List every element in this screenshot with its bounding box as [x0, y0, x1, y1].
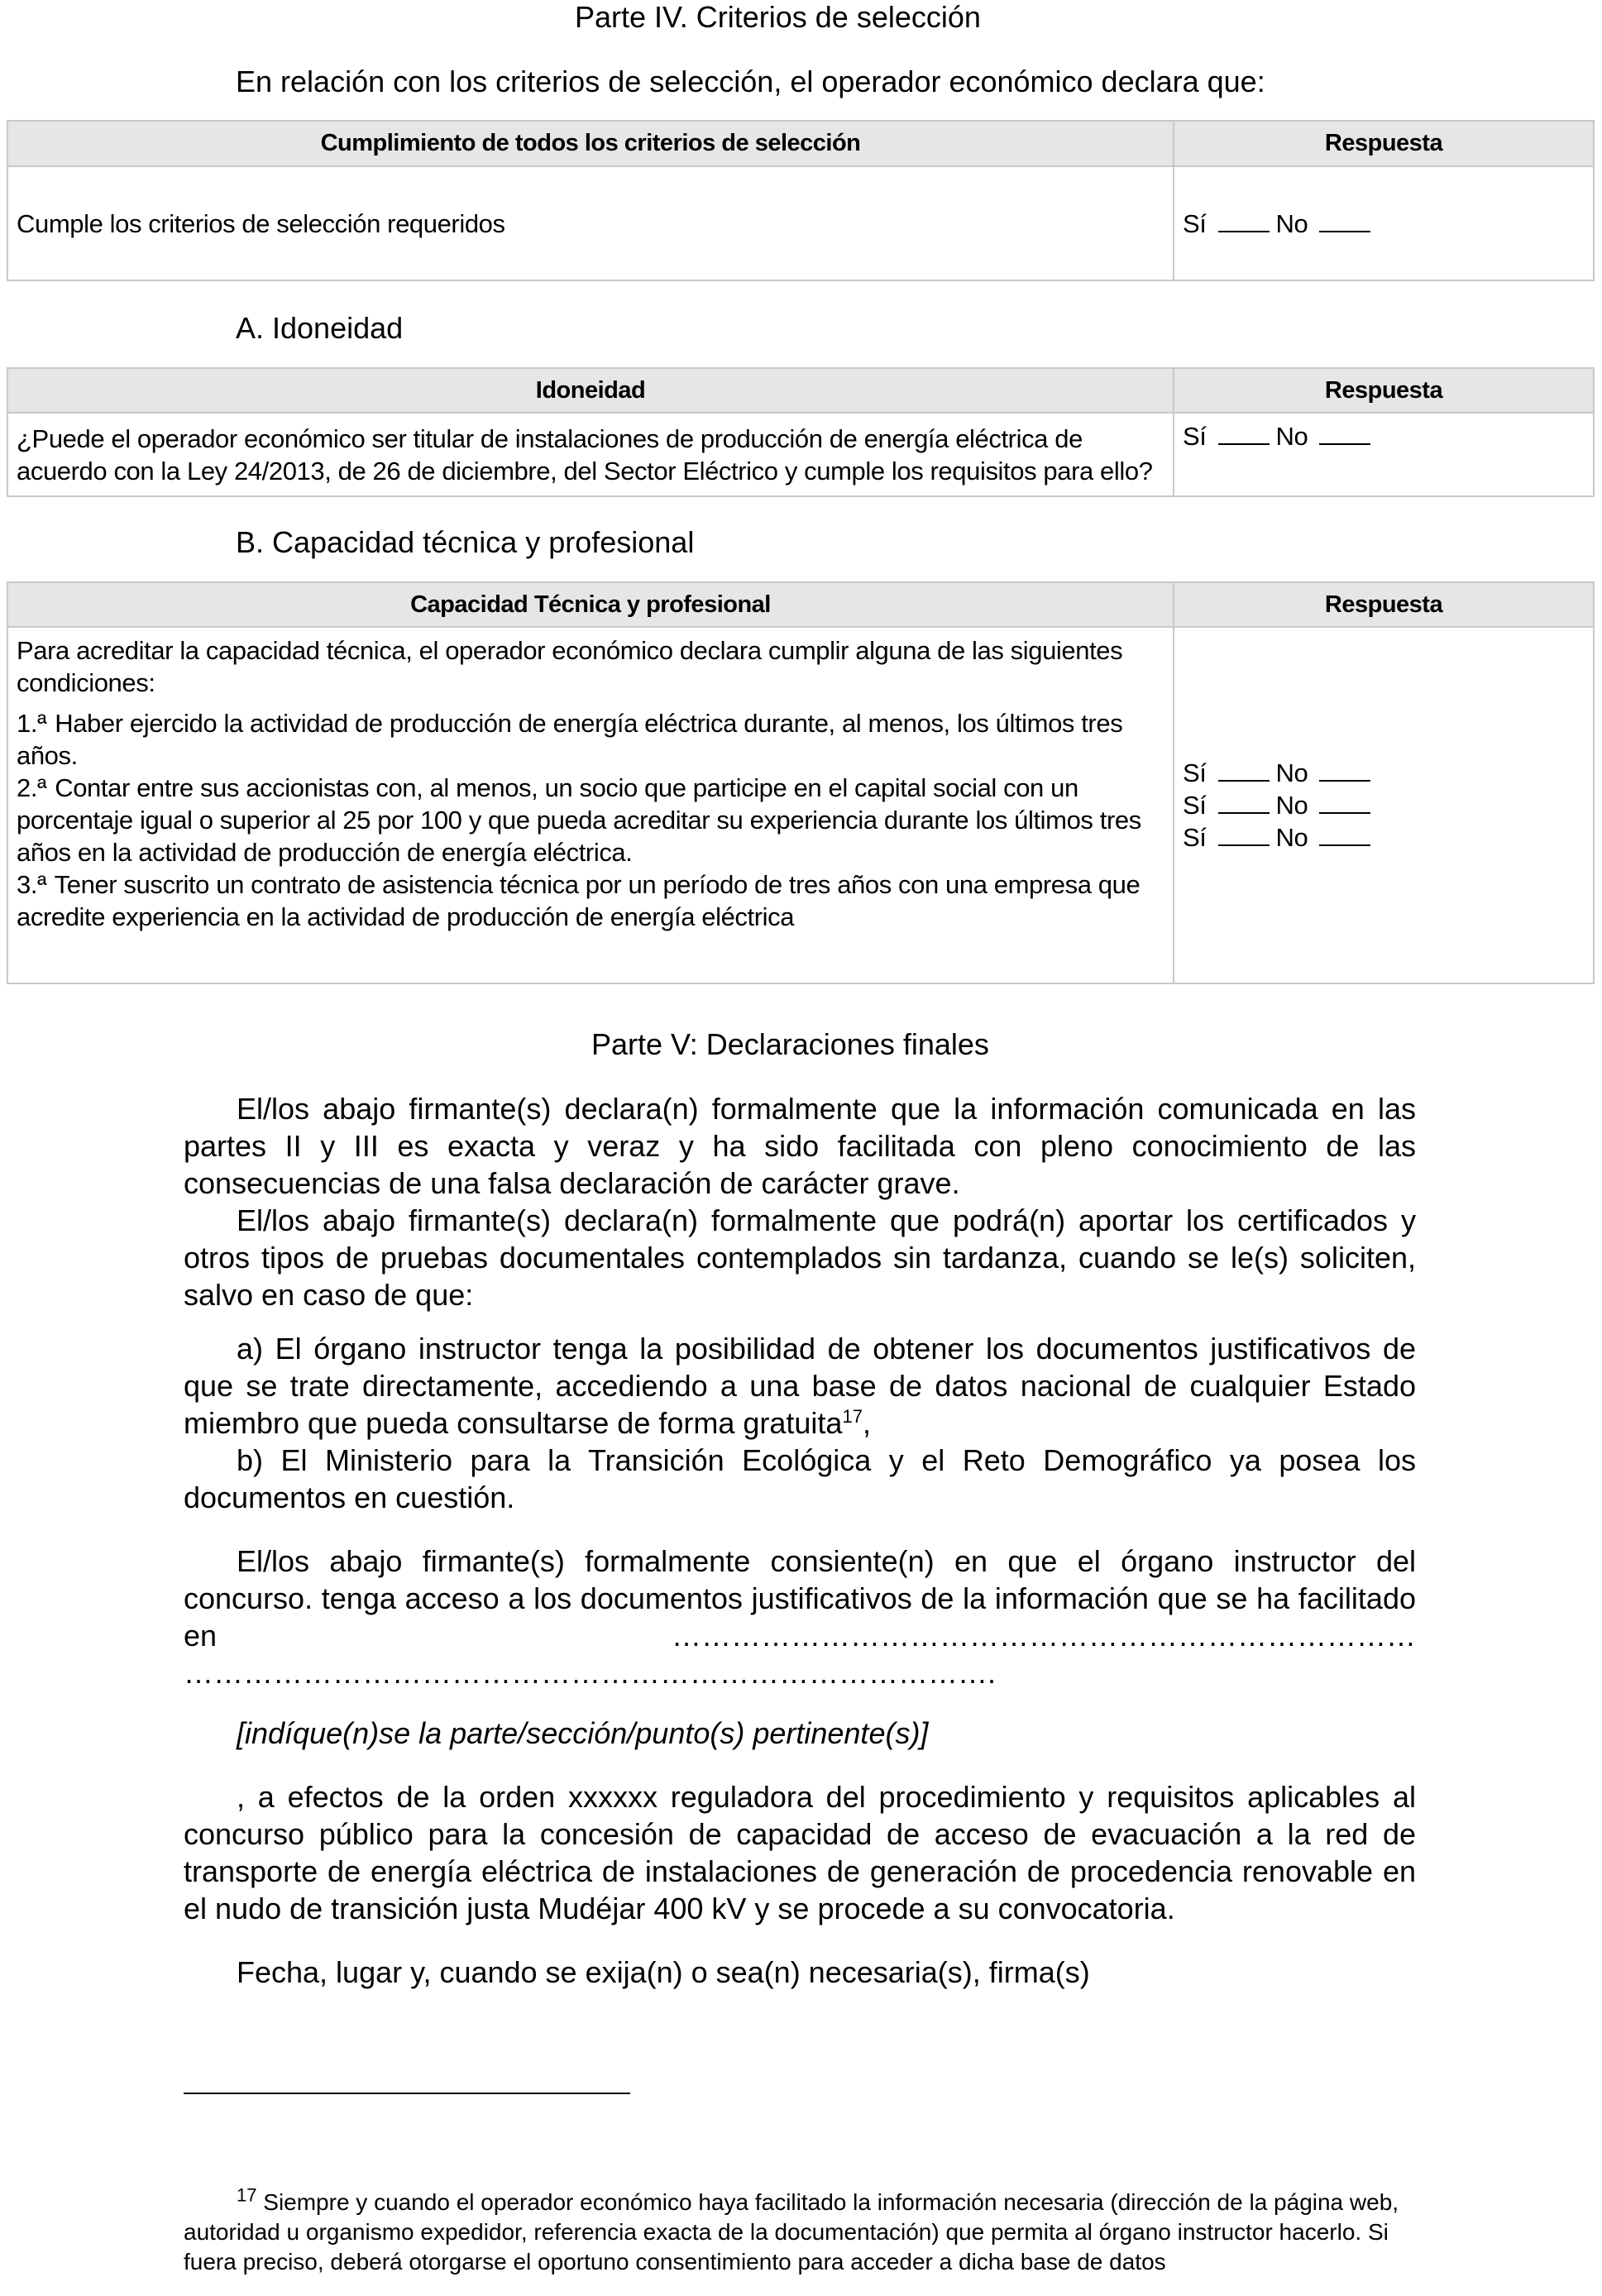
answer-3	[1183, 821, 1585, 854]
condition-2	[17, 772, 1164, 868]
yes-label: Sí	[1183, 823, 1207, 852]
condition-3	[17, 868, 1164, 933]
table1-header-left: Cumplimiento de todos los criterios de selección	[7, 121, 1174, 166]
part4-intro: En relación con los criterios de selección, el operador económico declara que:	[236, 65, 1265, 98]
exception-a-text: a) El órgano instructor tenga la posibilidad de obtener los documentos justificativos de que se trate directamente, accediendo a una base de datos nacional de cualquier Estado miembro que pueda consultarse de forma gratuita	[184, 1332, 1416, 1440]
exception-b: b) El Ministerio para la Transición Ecológica y el Reto Demográfico ya posea los documentos en cuestión.	[184, 1443, 1416, 1514]
yes-blank[interactable]	[1218, 208, 1270, 232]
selection-criteria-table	[7, 120, 1595, 281]
footnote-text: Siempre y cuando el operador económico haya facilitado la información necesaria (dirección de la página web, autoridad u organismo expedidor, referencia exacta de la documentación) que permita al órgano instructor hacerlo. Si fuera preciso, deberá otorgarse el oportuno consentimiento para acceder a dicha base de datos	[184, 2189, 1399, 2274]
no-blank[interactable]	[1319, 208, 1370, 232]
signature-line: Fecha, lugar y, cuando se exija(n) o sea(n) necesaria(s), firma(s)	[237, 1955, 1090, 1989]
idoneidad-table	[7, 367, 1595, 497]
part4-title: Parte IV. Criterios de selección	[575, 0, 981, 34]
part5-title: Parte V: Declaraciones finales	[591, 1027, 989, 1061]
exception-a	[184, 1330, 1416, 1442]
yes-blank[interactable]	[1218, 420, 1270, 445]
no-label: No	[1275, 422, 1308, 451]
order-paragraph: , a efectos de la orden xxxxxx reguladora del procedimiento y requisitos aplicables al concurso público para la concesión de capacidad de acceso de evacuación a la red de transporte de energía eléctrica de instalaciones de generación de procedencia renovable en el nudo de transición justa Mudéjar 400 kV y se procede a su convocatoria.	[184, 1780, 1416, 1925]
no-label: No	[1275, 791, 1308, 820]
no-blank[interactable]	[1319, 420, 1370, 445]
yes-blank[interactable]	[1218, 757, 1270, 782]
condition-number: 1.ª	[17, 709, 47, 738]
capacidad-header-left: Capacidad Técnica y profesional	[7, 582, 1174, 627]
yes-label: Sí	[1183, 208, 1207, 238]
table1-row-text: Cumple los criterios de selección requeridos	[7, 166, 1174, 280]
footnote-separator	[184, 2093, 630, 2094]
condition-text: Haber ejercido la actividad de producción de energía eléctrica durante, al menos, los últimos tres años.	[17, 709, 1123, 770]
condition-text: Tener suscrito un contrato de asistencia técnica por un período de tres años con una empresa que acredite experiencia en la actividad de producción de energía eléctrica	[17, 870, 1141, 931]
capacidad-answers	[1174, 627, 1594, 983]
yes-label: Sí	[1183, 791, 1207, 820]
table1-header-right: Respuesta	[1174, 121, 1594, 166]
no-blank[interactable]	[1319, 821, 1370, 846]
table1-answer	[1174, 166, 1594, 280]
answer-2	[1183, 789, 1585, 821]
no-label: No	[1275, 758, 1308, 787]
no-label: No	[1275, 208, 1308, 238]
idoneidad-header-left: Idoneidad	[7, 368, 1174, 413]
condition-number: 2.ª	[17, 773, 47, 802]
idoneidad-answer	[1174, 413, 1594, 496]
capacidad-header-right: Respuesta	[1174, 582, 1594, 627]
exception-a-end: ,	[862, 1406, 871, 1440]
yes-label: Sí	[1183, 422, 1207, 451]
yes-label: Sí	[1183, 758, 1207, 787]
capacidad-row	[7, 627, 1174, 983]
capacidad-intro: Para acreditar la capacidad técnica, el operador económico declara cumplir alguna de las siguientes condiciones:	[17, 636, 1123, 697]
condition-text: Contar entre sus accionistas con, al menos, un socio que participe en el capital social con un porcentaje igual o superior al 25 por 100 y que pueda acreditar su experiencia durante los últimos tres años en la actividad de producción de energía eléctrica.	[17, 773, 1141, 867]
capacidad-table	[7, 581, 1595, 984]
idoneidad-row-text: ¿Puede el operador económico ser titular de instalaciones de producción de energía eléctrica de acuerdo con la Ley 24/2013, de 26 de diciembre, del Sector Eléctrico y cumple los requisitos para ello?	[7, 413, 1174, 496]
answer-1	[1183, 757, 1585, 789]
declaration-paragraph-1: El/los abajo firmante(s) declara(n) formalmente que la información comunicada en las partes II y III es exacta y veraz y ha sido facilitada con pleno conocimiento de las consecuencias de una falsa declaración de carácter grave.	[184, 1092, 1416, 1200]
no-label: No	[1275, 823, 1308, 852]
idoneidad-header-right: Respuesta	[1174, 368, 1594, 413]
yes-blank[interactable]	[1218, 821, 1270, 846]
footnote-ref: 17	[842, 1406, 863, 1427]
footnote-mark: 17	[237, 2184, 257, 2206]
instruction-placeholder: [indíque(n)se la parte/sección/punto(s) pertinente(s)]	[237, 1716, 929, 1750]
condition-number: 3.ª	[17, 870, 47, 899]
condition-1	[17, 707, 1164, 772]
consent-paragraph: El/los abajo firmante(s) formalmente consiente(n) en que el órgano instructor del concurso. tenga acceso a los documentos justificativos de la información que se ha facilitado en ………………………………………………………………… ……………………………………………………………………….	[184, 1544, 1416, 1690]
no-blank[interactable]	[1319, 789, 1370, 814]
section-b-title: B. Capacidad técnica y profesional	[236, 525, 695, 559]
declaration-paragraph-2: El/los abajo firmante(s) declara(n) formalmente que podrá(n) aportar los certificados y otros tipos de pruebas documentales contemplados sin tardanza, cuando se le(s) soliciten, salvo en caso de que:	[184, 1203, 1416, 1312]
yes-blank[interactable]	[1218, 789, 1270, 814]
no-blank[interactable]	[1319, 757, 1370, 782]
part5-declarations	[184, 1090, 1416, 1991]
footnote	[184, 2184, 1416, 2277]
section-a-title: A. Idoneidad	[236, 311, 404, 345]
